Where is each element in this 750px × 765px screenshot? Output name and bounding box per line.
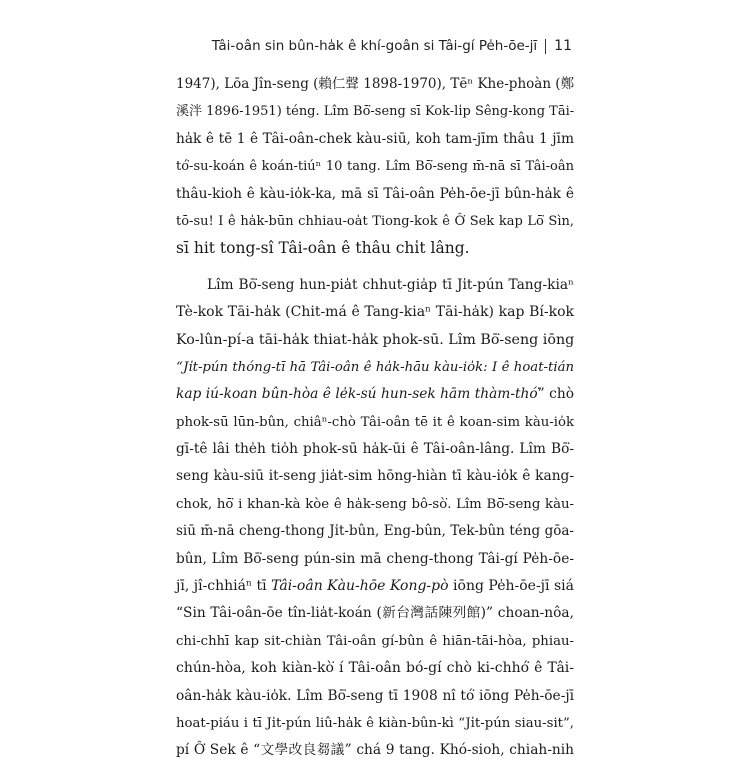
text-line: 溪泮 1896-1951) téng. Lîm Bō͘-seng sī Kok-li̍p Sêng-kong Tāi- bbox=[176, 104, 575, 120]
paragraph-gap bbox=[176, 263, 574, 272]
text-line: pí Ô͘ Sek ê “文學改良芻議” chá 9 tang. Khó-sioh, chiah-nih bbox=[176, 742, 574, 759]
text-line: sī hit tong-sî Tâi-oân ê thâu chi̍t lâng. bbox=[176, 239, 470, 258]
text-line: tó͘-su-koán ê koán-tiúⁿ 10 tang. Lîm Bō͘-seng m̄-nā sī Tâi-oân bbox=[176, 159, 574, 175]
text-line-mixed bbox=[176, 573, 574, 600]
text-fragment: ” chò bbox=[537, 386, 574, 403]
text-line-italic: “Ji̍t-pún thóng-tī hā Tâi-oân ê ha̍k-hāu kàu-io̍k: I ê hoat-tián bbox=[176, 359, 574, 375]
header-divider bbox=[545, 39, 546, 54]
text-line: hoat-piáu i tī Ji̍t-pún liû-ha̍k ê kiàn-bûn-kì “Ji̍t-pún siau-sit”, bbox=[176, 715, 574, 731]
text-line: oân-ha̍k kàu-io̍k. Lîm Bō͘-seng tī 1908 nî tó͘ iōng Pe̍h-ōe-jī bbox=[176, 687, 574, 704]
publication-title: Tâi-oân Kàu-hōe Kong-pò bbox=[271, 578, 449, 595]
text-line: phok-sū lūn-bûn, chiâⁿ-chò Tâi-oân tē it ê koan-sim kàu-io̍k bbox=[176, 414, 574, 430]
text-line: Lîm Bō͘-seng hun-pia̍t chhut-gia̍p tī Ji̍t-pún Tang-kiaⁿ bbox=[207, 276, 574, 293]
text-line: thâu-kioh ê kàu-io̍k-ka, mā sī Tâi-oân Pe̍h-ōe-jī bûn-ha̍k ê bbox=[176, 185, 574, 202]
text-line: bûn, Lîm Bō͘-seng pún-sin mā cheng-thong Tâi-gí Pe̍h-ōe- bbox=[176, 550, 574, 567]
text-line: tō-su! I ê ha̍k-būn chhiau-oa̍t Tiong-kok ê Ô͘ Sek kap Lō͘ Sìn, bbox=[176, 213, 574, 229]
page-number: 11 bbox=[554, 38, 572, 54]
body-text bbox=[176, 71, 574, 765]
text-line: gī-tê lâi the̍h tio̍h phok-sū ha̍k-ūi ê Tâi-oân-lâng. Lîm Bō͘- bbox=[176, 441, 574, 458]
text-line: siū m̄-nā cheng-thong Ji̍t-bûn, Eng-bûn, Tek-bûn téng gōa- bbox=[176, 523, 574, 540]
running-title: Tâi-oân sin bûn-ha̍k ê khí-goân si Tâi-gí Pe̍h-ōe-jī bbox=[211, 38, 538, 54]
text-line: ha̍k ê tē 1 ê Tâi-oân-chek kàu-siū, koh tam-jīm thâu 1 jīm bbox=[176, 130, 574, 147]
text-line: chok, hō͘ i khan-kà kòe ê ha̍k-seng bô-sò͘. Lîm Bō͘-seng kàu- bbox=[176, 496, 574, 512]
text-line: Tè-kok Tāi-ha̍k (Chit-má ê Tang-kiaⁿ Tāi-ha̍k) kap Bí-kok bbox=[176, 304, 574, 321]
text-fragment: jī, jî-chhiáⁿ tī bbox=[176, 578, 272, 595]
text-line-mixed bbox=[176, 381, 574, 408]
text-line: seng kàu-siū it-seng jia̍t-sim hōng-hiàn tī kàu-io̍k ê kang- bbox=[176, 468, 574, 485]
text-line: “Sin Tâi-oân-ōe tîn-lia̍t-koán (新台灣話陳列館)” choan-nôa, bbox=[176, 605, 574, 622]
text-line: chi-chhī kap sit-chiàn Tâi-oân gí-bûn ê hiān-tāi-hòa, phiau- bbox=[176, 633, 574, 649]
text-fragment: iōng Pe̍h-ōe-jī siá bbox=[448, 578, 574, 595]
thesis-title-end: kap iú-koan bûn-hòa ê le̍k-sú hun-sek hām thàm-thó͘ bbox=[176, 386, 538, 403]
running-header bbox=[212, 38, 572, 54]
text-line: Ko-lûn-pí-a tāi-ha̍k thiat-ha̍k phok-sū. Lîm Bō͘-seng iōng bbox=[176, 331, 575, 348]
text-line: chún-hòa, koh kiàn-kò͘ í Tâi-oân bó-gí chò ki-chhó͘ ê Tâi- bbox=[176, 660, 574, 677]
text-line: 1947), Lōa Jîn-seng (賴仁聲 1898-1970), Tēⁿ Khe-phoàn (鄭 bbox=[176, 76, 575, 92]
